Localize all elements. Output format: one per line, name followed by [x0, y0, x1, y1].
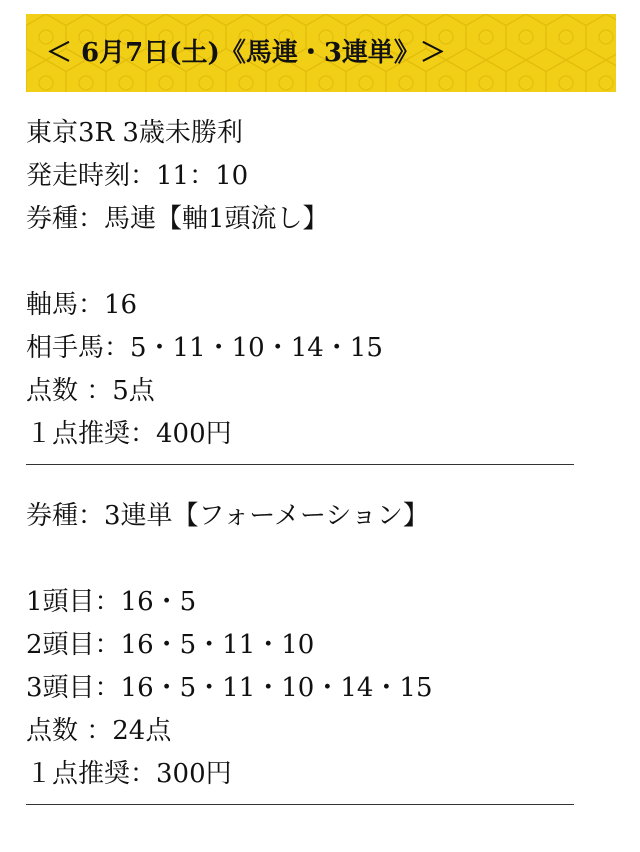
divider: [26, 464, 574, 465]
article-body: [26, 112, 616, 835]
race-name: 東京3R 3歳未勝利: [26, 118, 243, 148]
first-place-horses: 1頭目：16・5: [26, 587, 197, 617]
ticket-type-trifecta: 券種：3連単【フォーメーション】: [26, 501, 429, 531]
partner-horses: 相手馬：5・11・10・14・15: [26, 333, 383, 363]
recommend-trifecta: １点推奨：300円: [26, 759, 232, 789]
divider: [26, 804, 574, 805]
start-time: 発走時刻：11：10: [26, 161, 249, 191]
ticket-type-umaren: 券種：馬連【軸1頭流し】: [26, 204, 329, 234]
recommend-umaren: １点推奨：400円: [26, 419, 232, 449]
third-place-horses: 3頭目：16・5・11・10・14・15: [26, 673, 433, 703]
points-umaren: 点数 ：5点: [26, 376, 155, 406]
header-banner: [26, 14, 616, 92]
spacer: [26, 538, 616, 581]
axis-horse: 軸馬：16: [26, 290, 138, 320]
second-place-horses: 2頭目：16・5・11・10: [26, 630, 315, 660]
page-title: ＜ 6月7日(土)《馬連・3連単》＞: [46, 38, 446, 68]
spacer: [26, 241, 616, 284]
points-trifecta: 点数 ：24点: [26, 716, 172, 746]
